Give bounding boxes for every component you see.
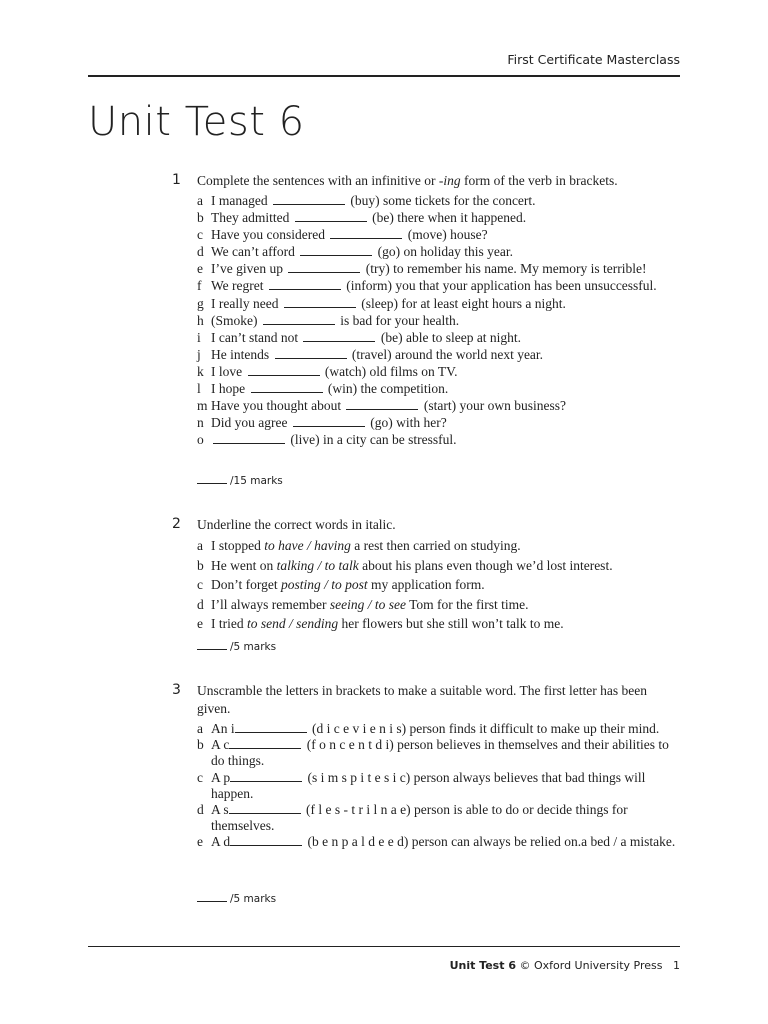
header-divider [88, 75, 680, 77]
item-text: (live) in a city can be stressful. [290, 432, 457, 448]
footer-publisher: © Oxford University Press [515, 959, 663, 972]
question-item [197, 346, 677, 363]
item-letter: e [197, 616, 203, 631]
item-text: (b e n p a l d e e d) person can always be relied on.a bed / a mistake. [307, 834, 676, 850]
question-item [197, 614, 677, 634]
answer-blank[interactable] [284, 296, 356, 308]
word-options[interactable]: seeing / to see [329, 596, 406, 612]
question-instruction: Underline the correct words in italic. [197, 517, 396, 532]
answer-blank[interactable] [235, 721, 307, 733]
item-text: I’ll always remember [211, 596, 330, 612]
item-text: (start) your own business? [423, 398, 566, 414]
score-blank[interactable] [197, 640, 227, 650]
item-text: I’ve given up [211, 261, 283, 277]
question-item [197, 312, 677, 329]
marks-box [197, 474, 283, 487]
item-text: (go) on holiday this year. [377, 244, 513, 260]
answer-blank[interactable] [251, 381, 323, 393]
item-letter: b [197, 210, 204, 226]
marks-label: /5 marks [230, 641, 277, 653]
item-letter: b [197, 557, 204, 573]
marks-box [197, 640, 276, 653]
item-letter: d [197, 802, 204, 818]
question-item [197, 595, 677, 615]
answer-blank[interactable] [269, 278, 341, 290]
marks-box [197, 892, 276, 905]
question-item [197, 329, 677, 346]
item-letter: l [197, 381, 201, 397]
item-text: about his plans even though we’d lost interest. [358, 557, 613, 573]
item-text: I really need [211, 295, 279, 311]
item-letter: o [197, 432, 204, 448]
item-text: I can’t stand not [211, 329, 299, 345]
item-letter: c [197, 577, 203, 592]
answer-blank[interactable] [346, 398, 418, 410]
item-letter: c [197, 769, 203, 785]
item-letter: k [197, 363, 204, 379]
question-item [197, 226, 677, 243]
item-text: I managed [211, 193, 268, 208]
item-text: (be) able to sleep at night. [380, 329, 522, 345]
word-options[interactable]: to send / sending [247, 616, 339, 631]
score-blank[interactable] [197, 892, 227, 902]
item-text: (watch) old films on TV. [324, 363, 458, 379]
item-text: I tried [211, 616, 247, 631]
instruction-text: form of the verb in brackets. [460, 173, 618, 188]
item-letter: i [197, 329, 201, 345]
score-blank[interactable] [197, 474, 227, 484]
answer-blank[interactable] [230, 770, 302, 782]
question-item [197, 737, 677, 769]
item-letter: g [197, 295, 204, 311]
answer-blank[interactable] [213, 432, 285, 444]
item-text: A p [211, 769, 231, 785]
item-letter: f [197, 278, 202, 294]
item-text: (sleep) for at least eight hours a night. [361, 295, 566, 311]
answer-blank[interactable] [303, 330, 375, 342]
item-text: (win) the competition. [327, 381, 449, 397]
answer-blank[interactable] [275, 347, 347, 359]
question-item [197, 414, 677, 431]
item-text: (f o n c e n t d i) person believes in themselves and their abilities to do things. [211, 737, 669, 769]
question-item [197, 363, 677, 380]
question-number: 3 [172, 682, 181, 698]
item-text: (travel) around the world next year. [351, 346, 544, 362]
item-text: He intends [211, 346, 270, 362]
answer-blank[interactable] [300, 244, 372, 256]
question-item [197, 536, 677, 556]
page-title: Unit Test 6 [88, 99, 305, 145]
footer-unit: Unit Test 6 [449, 959, 516, 972]
item-text: (d i c e v i e n i s) person finds it difficult to make up their mind. [312, 721, 660, 736]
item-letter: b [197, 737, 204, 753]
item-letter: h [197, 312, 204, 328]
instruction-text: Complete the sentences with an infinitive or [197, 173, 439, 188]
footer-divider [88, 946, 680, 947]
item-text: We regret [211, 278, 264, 294]
marks-label: /15 marks [230, 475, 283, 487]
item-text: her flowers but she still won’t talk to me. [338, 616, 564, 631]
item-text: I hope [211, 381, 246, 397]
item-letter: e [197, 834, 203, 850]
item-letter: e [197, 261, 203, 277]
item-text: I stopped [211, 538, 265, 553]
question-items [197, 536, 677, 634]
item-text: Did you agree [211, 415, 288, 431]
item-text: (buy) some tickets for the concert. [350, 193, 536, 208]
answer-blank[interactable] [230, 834, 302, 846]
answer-blank[interactable] [229, 737, 301, 749]
answer-blank[interactable] [273, 193, 345, 205]
question-item [197, 834, 677, 850]
item-text: A c [211, 737, 230, 753]
question-item [197, 192, 677, 209]
item-text: Have you thought about [211, 398, 342, 414]
answer-blank[interactable] [229, 802, 301, 814]
item-letter: j [197, 346, 201, 362]
question-item [197, 770, 677, 802]
item-text: A s [211, 802, 229, 818]
item-letter: c [197, 227, 203, 243]
question-item [197, 397, 677, 414]
word-options[interactable]: to have / having [264, 538, 351, 553]
item-text: I love [211, 363, 243, 379]
answer-blank[interactable] [295, 210, 367, 222]
word-options[interactable]: talking / to talk [276, 557, 359, 573]
item-text: We can’t afford [211, 244, 295, 260]
item-text: (be) there when it happened. [372, 210, 527, 226]
item-text: (s i m s p i t e s i c) person always believes that bad things will happen. [211, 769, 646, 801]
question-item [197, 209, 677, 226]
question-instruction [197, 172, 675, 190]
question-item [197, 380, 677, 397]
question-item [197, 277, 677, 294]
question-item [197, 802, 677, 834]
item-text: (Smoke) [211, 312, 258, 328]
item-text: my application form. [367, 577, 485, 592]
answer-blank[interactable] [288, 261, 360, 273]
item-letter: n [197, 415, 204, 431]
question-item [197, 243, 677, 260]
item-text: Have you considered [211, 227, 325, 243]
question-item [197, 721, 677, 737]
question-number: 1 [172, 172, 181, 188]
item-text: They admitted [211, 210, 290, 226]
item-text: (inform) you that your application has been unsuccessful. [346, 278, 657, 294]
item-text: (try) to remember his name. My memory is terrible! [365, 261, 647, 277]
answer-blank[interactable] [263, 313, 335, 325]
item-letter: a [197, 538, 203, 553]
item-letter: m [197, 398, 208, 414]
item-text: (move) house? [407, 227, 488, 243]
question-items [197, 192, 677, 448]
question-number: 2 [172, 516, 181, 532]
page-header: First Certificate Masterclass [507, 52, 680, 67]
question-item [197, 431, 677, 448]
item-text: (f l e s - t r i l n a e) person is able to do or decide things for themselves. [211, 802, 628, 834]
question-item [197, 260, 677, 277]
item-text: a rest then carried on studying. [350, 538, 521, 553]
answer-blank[interactable] [330, 227, 402, 239]
item-letter: a [197, 193, 203, 208]
page-footer [88, 959, 680, 972]
item-text: An i [211, 721, 235, 736]
instruction-emphasis: -ing [438, 173, 461, 188]
question-instruction: Unscramble the letters in brackets to make a suitable word. The first letter has been given. [197, 683, 647, 716]
item-text: A d [211, 834, 231, 850]
question-item [197, 556, 677, 576]
item-text: Tom for the first time. [405, 596, 529, 612]
page-number: 1 [673, 959, 680, 972]
item-text: is bad for your health. [340, 312, 460, 328]
question-items [197, 721, 677, 851]
item-text: (go) with her? [370, 415, 447, 431]
item-letter: d [197, 244, 204, 260]
question-item [197, 575, 677, 595]
marks-label: /5 marks [230, 893, 277, 905]
item-letter: a [197, 721, 203, 736]
word-options[interactable]: posting / to post [281, 577, 368, 592]
answer-blank[interactable] [248, 364, 320, 376]
answer-blank[interactable] [293, 415, 365, 427]
question-item [197, 295, 677, 312]
item-letter: d [197, 596, 204, 612]
item-text: He went on [211, 557, 277, 573]
item-text: Don’t forget [211, 577, 281, 592]
